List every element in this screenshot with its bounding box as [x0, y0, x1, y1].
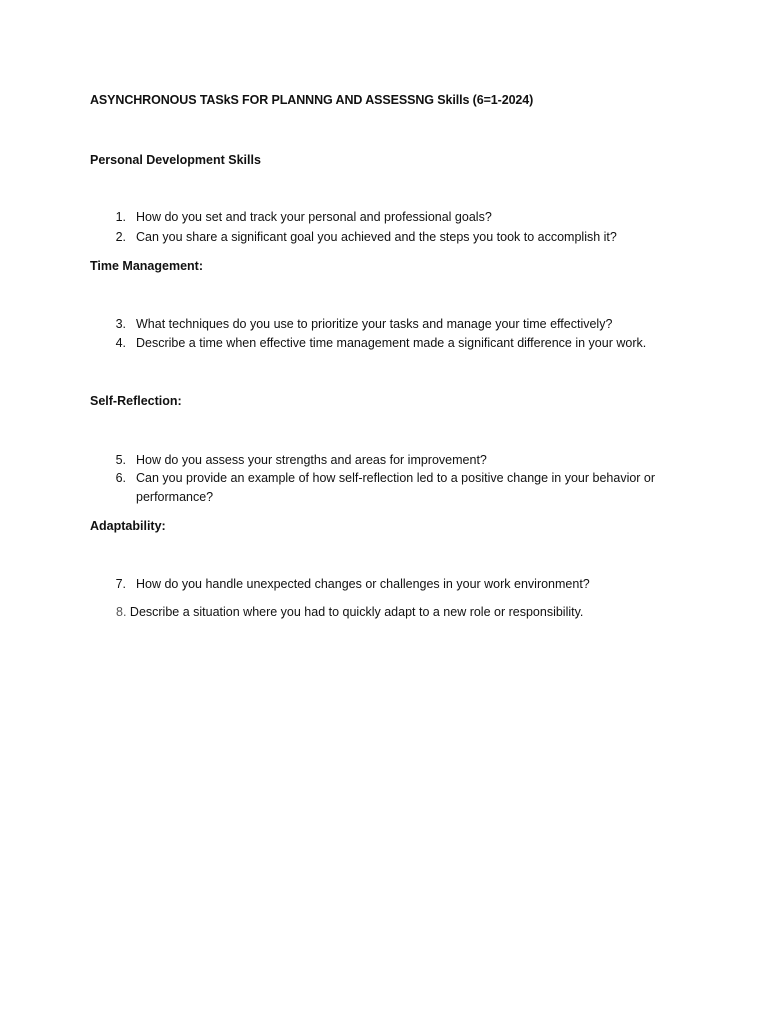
section-heading-self-reflection: Self-Reflection:: [90, 394, 182, 408]
list-item-number: 6.: [115, 471, 126, 485]
list-item-text: What techniques do you use to prioritize your tasks and manage your time effectively?: [136, 317, 613, 331]
list-item-text: Can you provide an example of how self-reflection led to a positive change in your behavior or performance?: [136, 471, 656, 504]
list-item: [116, 605, 583, 619]
list-item-number: 7.: [115, 577, 126, 591]
list-item-number: 5.: [115, 453, 126, 467]
section-heading-adaptability: Adaptability:: [90, 519, 166, 533]
list-item-number: 1.: [115, 210, 126, 224]
list-item-text: Describe a time when effective time management made a significant difference in your work.: [136, 336, 647, 350]
list-item-text: How do you assess your strengths and areas for improvement?: [136, 453, 487, 467]
list-item-number: 8.: [116, 605, 127, 619]
list-item-number: 3.: [115, 317, 126, 331]
list-item-number: 4.: [115, 336, 126, 350]
section-heading-personal-development: Personal Development Skills: [90, 153, 261, 167]
list-item-text: Can you share a significant goal you achieved and the steps you took to accomplish it?: [136, 230, 617, 244]
list-item-text: How do you handle unexpected changes or challenges in your work environment?: [136, 577, 590, 591]
list-item-text: Describe a situation where you had to quickly adapt to a new role or responsibility.: [126, 605, 584, 619]
list-item-text: How do you set and track your personal and professional goals?: [136, 210, 492, 224]
document-title: ASYNCHRONOUS TASkS FOR PLANNNG AND ASSESSNG Skills (6=1-2024): [90, 93, 534, 107]
section-heading-time-management: Time Management:: [90, 259, 203, 273]
list-item-number: 2.: [115, 230, 126, 244]
